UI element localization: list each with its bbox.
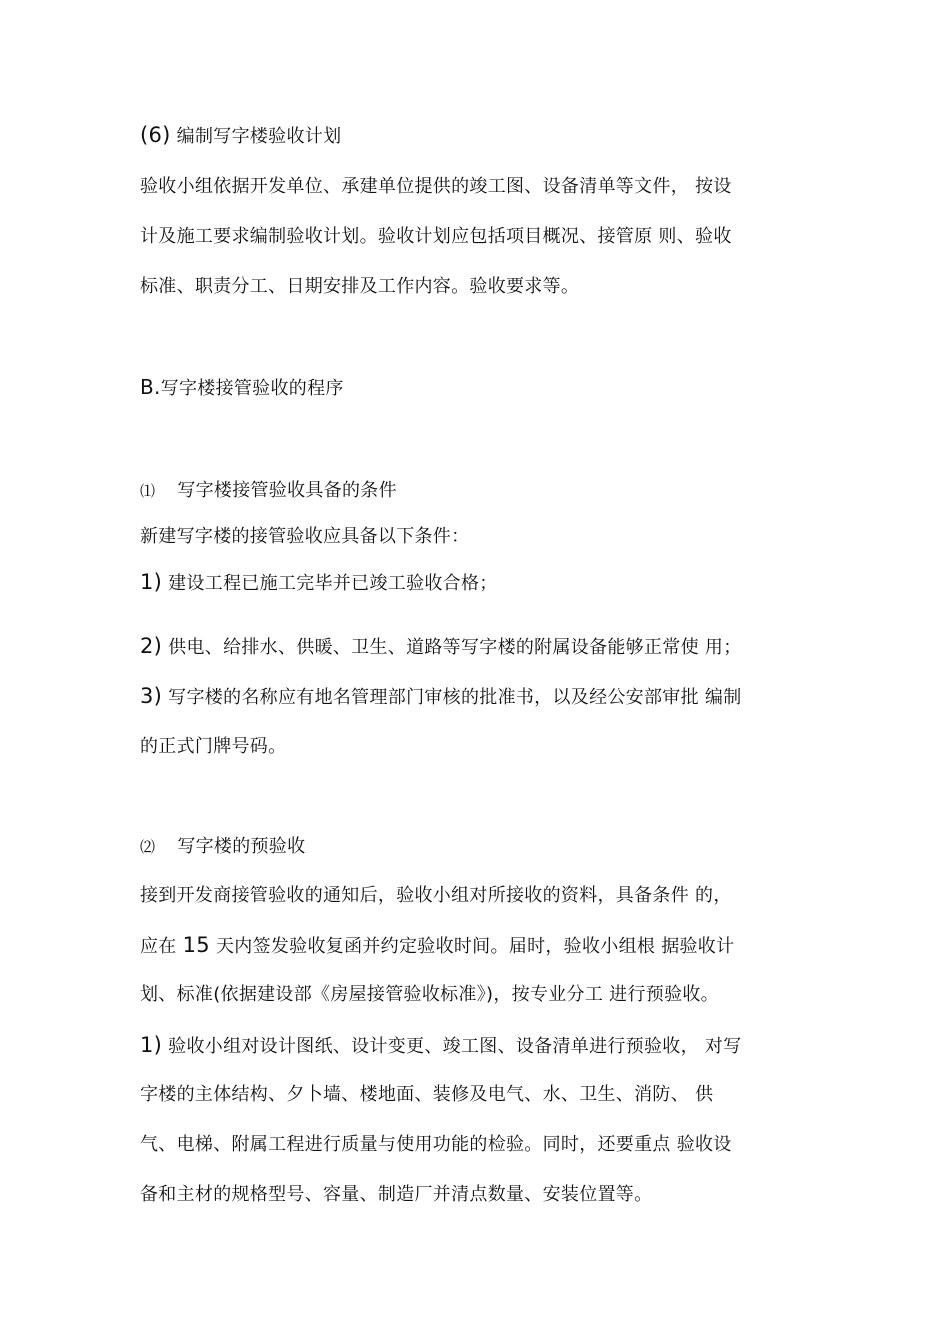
paragraph-line (140, 733, 830, 761)
section-letter: B. (140, 375, 161, 399)
line-text: 验收小组依据开发单位、承建单位提供的竣工图、设备清单等文件， 按设 (140, 176, 732, 197)
line-text: 计及施工要求编制验收计划。验收计划应包括项目概况、接管原 则、验收 (140, 226, 732, 247)
subsection-1-heading (140, 477, 830, 505)
paragraph-line (140, 1081, 830, 1109)
paragraph-line (140, 273, 830, 301)
item-number: 1) (140, 1033, 163, 1057)
line-text: 气、电梯、附属工程进行质量与使用功能的检验。同时，还要重点 验收设 (140, 1134, 732, 1155)
paragraph-line (140, 523, 830, 551)
list-item (140, 1031, 830, 1061)
line-text: 写字楼接管验收具备的条件 (177, 480, 397, 501)
line-text: 天内签发验收复函并约定验收时间。届时，验收小组根 据验收计 (209, 936, 735, 957)
list-item (140, 632, 830, 662)
list-item (140, 568, 830, 598)
section-b-heading (140, 373, 830, 403)
line-text: 验收小组对设计图纸、设计变更、竣工图、设备清单进行预验收， 对写 (162, 1036, 742, 1057)
list-item (140, 682, 830, 712)
line-text: 字楼的主体结构、夕卜墙、楼地面、装修及电气、水、卫生、消防、 供 (140, 1084, 714, 1105)
line-text: 写字楼接管验收的程序 (160, 378, 344, 399)
paragraph-line (140, 1181, 830, 1209)
paragraph-line (140, 1131, 830, 1159)
paragraph-line (140, 882, 830, 910)
item-number: 2) (140, 634, 163, 658)
paragraph-line (140, 931, 830, 961)
line-text: 的正式门牌号码。 (140, 736, 287, 757)
line-text: 标准、职责分工、日期安排及工作内容。验收要求等。 (140, 276, 580, 297)
line-text: 写字楼的名称应有地名管理部门审核的批准书，以及经公安部审批 编制 (162, 687, 742, 708)
line-text: 建设工程已施工完毕并已竣工验收合格； (162, 573, 498, 594)
line-text: 划、标准(依据建设部《房屋接管验收标准》)，按专业分工 进行预验收。 (140, 984, 719, 1005)
line-text: 接到开发商接管验收的通知后，验收小组对所接收的资料，具备条件 的， (140, 885, 732, 906)
subsection-2-heading (140, 833, 830, 861)
paragraph-line (140, 173, 830, 201)
item-number: (6) (140, 123, 171, 147)
day-count: 15 (182, 933, 210, 957)
section-6-heading (140, 121, 830, 151)
line-text: 供电、给排水、供暖、卫生、道路等写字楼的附属设备能够正常使 用； (162, 637, 742, 658)
item-number: 1) (140, 570, 163, 594)
line-text: 备和主材的规格型号、容量、制造厂并清点数量、安装位置等。 (140, 1184, 653, 1205)
line-text: 应在 (140, 936, 183, 957)
line-text: 写字楼的预验收 (177, 836, 306, 857)
paragraph-line (140, 981, 830, 1009)
item-number: ⑴ (140, 482, 156, 500)
line-text: 编制写字楼验收计划 (170, 126, 342, 147)
item-number: ⑵ (140, 838, 156, 856)
line-text: 新建写字楼的接管验收应具备以下条件： (140, 526, 470, 547)
item-number: 3) (140, 684, 163, 708)
paragraph-line (140, 223, 830, 251)
